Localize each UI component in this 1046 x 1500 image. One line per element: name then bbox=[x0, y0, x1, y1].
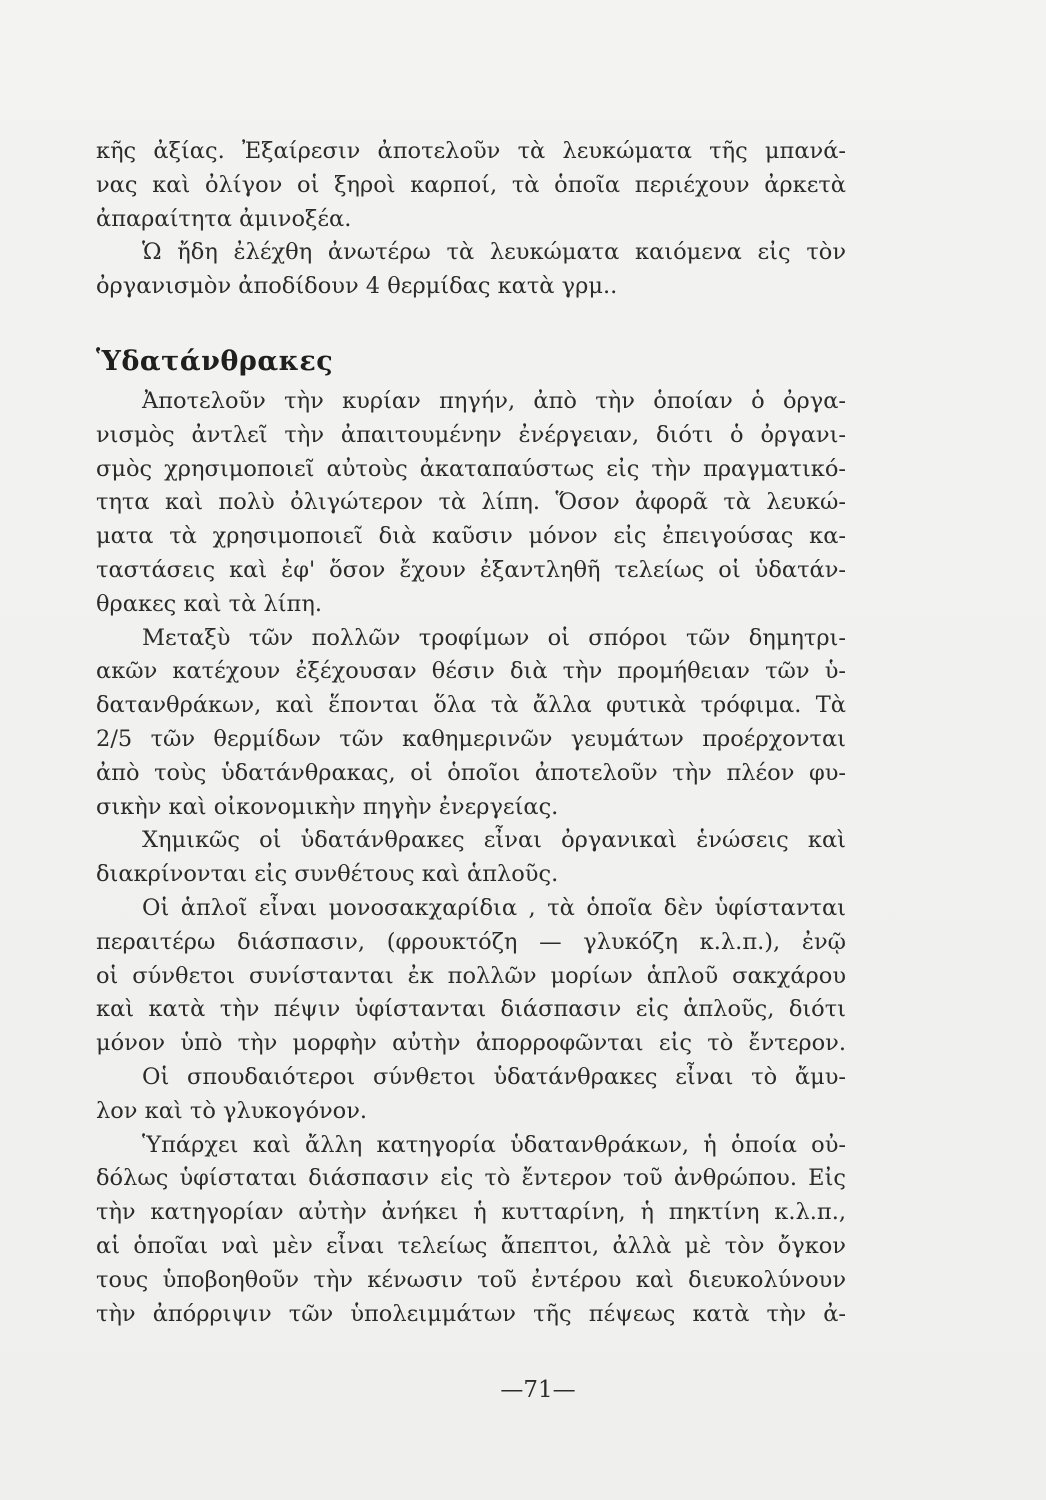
text-line: τὴν ἀπόρριψιν τῶν ὑπολειμμάτων τῆς πέψεως κατὰ τὴν ἀ- bbox=[96, 1300, 846, 1327]
intro-paragraphs bbox=[96, 135, 846, 304]
body-paragraphs bbox=[96, 385, 846, 1331]
text-line: νισμὸς ἀντλεῖ τὴν ἀπαιτουμένην ἐνέργειαν, διότι ὁ ὀργανι- bbox=[96, 421, 846, 448]
text-line: μόνον ὑπὸ τὴν μορφὴν αὐτὴν ἀπορροφῶνται εἰς τὸ ἔντερον. bbox=[96, 1030, 846, 1057]
text-line: Ὑπάρχει καὶ ἄλλη κατηγορία ὑδατανθράκων, ἡ ὁποία οὐ- bbox=[142, 1131, 846, 1158]
text-line: σμὸς χρησιμοποιεῖ αὐτοὺς ἀκαταπαύστως εἰς τὴν πραγματικό- bbox=[96, 455, 846, 482]
text-line: τητα καὶ πολὺ ὀλιγώτερον τὰ λίπη. Ὅσον ἀφορᾶ τὰ λευκώ- bbox=[96, 489, 846, 516]
text-line: Μεταξὺ τῶν πολλῶν τροφίμων οἱ σπόροι τῶν δημητρι- bbox=[142, 624, 846, 651]
text-line: λον καὶ τὸ γλυκογόνον. bbox=[96, 1097, 368, 1124]
text-line: Ἀποτελοῦν τὴν κυρίαν πηγήν, ἀπὸ τὴν ὁποίαν ὁ ὀργα- bbox=[142, 388, 846, 414]
text-line: δόλως ὑφίσταται διάσπασιν εἰς τὸ ἔντερον τοῦ ἀνθρώπου. Εἰς bbox=[96, 1165, 846, 1192]
text-line: τους ὑποβοηθοῦν τὴν κένωσιν τοῦ ἐντέρου καὶ διευκολύνουν bbox=[96, 1266, 846, 1293]
section-heading: Ὑδατάνθρακες bbox=[96, 346, 334, 377]
text-line: αἱ ὁποῖαι ναὶ μὲν εἶναι τελείως ἄπεπτοι, ἀλλὰ μὲ τὸν ὄγκον bbox=[96, 1232, 846, 1259]
text-line: ἀπὸ τοὺς ὑδατάνθρακας, οἱ ὁποῖοι ἀποτελοῦν τὴν πλέον φυ- bbox=[96, 759, 846, 786]
text-line: ματα τὰ χρησιμοποιεῖ διὰ καῦσιν μόνον εἰς ἐπειγούσας κα- bbox=[96, 523, 846, 550]
page-number: —71— bbox=[500, 1377, 576, 1403]
text-line: ὀργανισμὸν ἀποδίδουν 4 θερμίδας κατὰ γρμ.. bbox=[96, 273, 618, 300]
text-line: οἱ σύνθετοι συνίστανται ἐκ πολλῶν μορίων ἁπλοῦ σακχάρου bbox=[96, 962, 846, 989]
text-line: Οἱ ἁπλοῖ εἶναι μονοσακχαρίδια , τὰ ὁποῖα δὲν ὑφίστανται bbox=[142, 894, 846, 921]
text-line: 2/5 τῶν θερμίδων τῶν καθημερινῶν γευμάτων προέρχονται bbox=[96, 725, 846, 752]
text-line: ταστάσεις καὶ ἐφ' ὅσον ἔχουν ἐξαντληθῆ τελείως οἱ ὑδατάν- bbox=[96, 556, 846, 583]
text-line: περαιτέρω διάσπασιν, (φρουκτόζη — γλυκόζη κ.λ.π.), ἐνῷ bbox=[96, 928, 846, 955]
text-line: νας καὶ ὀλίγον οἱ ξηροὶ καρποί, τὰ ὁποῖα περιέχουν ἀρκετὰ bbox=[96, 171, 846, 198]
text-line: Χημικῶς οἱ ὑδατάνθρακες εἶναι ὀργανικαὶ ἑνώσεις καὶ bbox=[142, 827, 846, 854]
text-line: σικὴν καὶ οἰκονομικὴν πηγὴν ἐνεργείας. bbox=[96, 793, 559, 820]
text-line: Οἱ σπουδαιότεροι σύνθετοι ὑδατάνθρακες εἶναι τὸ ἄμυ- bbox=[142, 1063, 846, 1090]
text-line: ἀπαραίτητα ἀμινοξέα. bbox=[96, 205, 352, 232]
text-line: καὶ κατὰ τὴν πέψιν ὑφίστανται διάσπασιν εἰς ἁπλοῦς, διότι bbox=[96, 996, 846, 1023]
text-line: διακρίνονται εἰς συνθέτους καὶ ἁπλοῦς. bbox=[96, 861, 559, 888]
text-line: τὴν κατηγορίαν αὐτὴν ἀνήκει ἡ κυτταρίνη, ἡ πηκτίνη κ.λ.π., bbox=[96, 1199, 846, 1226]
text-line: κῆς ἀξίας. Ἐξαίρεσιν ἀποτελοῦν τὰ λευκώματα τῆς μπανά- bbox=[96, 138, 846, 164]
text-line: ακῶν κατέχουν ἐξέχουσαν θέσιν διὰ τὴν προμήθειαν τῶν ὑ- bbox=[96, 658, 846, 685]
text-line: θρακες καὶ τὰ λίπη. bbox=[96, 590, 322, 617]
text-line: δατανθράκων, καὶ ἕπονται ὅλα τὰ ἄλλα φυτικὰ τρόφιμα. Τὰ bbox=[96, 692, 846, 719]
text-line: Ὡ ἤδη ἐλέχθη ἀνωτέρω τὰ λευκώματα καιόμενα εἰς τὸν bbox=[142, 239, 846, 266]
